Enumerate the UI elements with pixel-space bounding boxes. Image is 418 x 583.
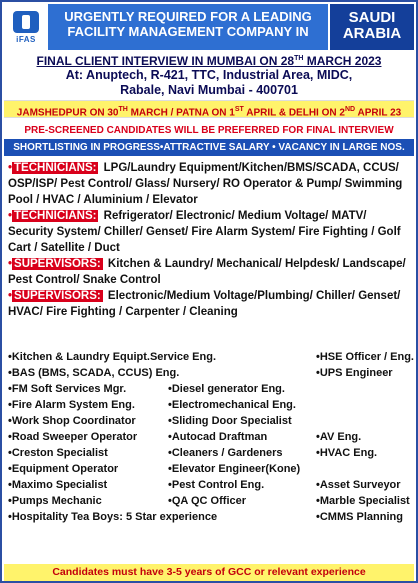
role-item: •UPS Engineer [316, 367, 393, 379]
section-text: Electronic/Medium Voltage/Plumbing/ Chiller/ Genset/ HVAC/ Fire Fighting / Carpenter / Cleaning [8, 290, 401, 318]
interview-line-1: FINAL CLIENT INTERVIEW IN MUMBAI ON 28TH MARCH 2023 [36, 54, 382, 68]
bullet-icon: • [8, 162, 13, 174]
role-item: •Marble Specialist [316, 495, 410, 507]
role-item: •Sliding Door Specialist [168, 415, 292, 427]
role-row [8, 445, 414, 461]
role-item: •Kitchen & Laundry Equipt.Service Eng. [8, 351, 216, 363]
section-tag: SUPERVISORS: [14, 290, 101, 302]
role-item [316, 381, 414, 397]
role-item: •Fire Alarm System Eng. [8, 399, 135, 411]
role-item: •Equipment Operator [8, 463, 119, 475]
interview-line-3: Rabale, Navi Mumbai - 400701 [120, 83, 298, 97]
role-row [8, 461, 414, 477]
header-line-2: FACILITY MANAGEMENT COMPANY IN [67, 24, 309, 39]
role-item: •Elevator Engineer(Kone) [168, 463, 301, 475]
roles-grid [8, 349, 414, 525]
prescreened-notice: PRE-SCREENED CANDIDATES WILL BE PREFERRED FOR FINAL INTERVIEW [24, 125, 394, 136]
role-row [8, 429, 414, 445]
bullet-icon: • [8, 290, 13, 302]
section-text: Kitchen & Laundry/ Mechanical/ Helpdesk/ Landscape/ Pest Control/ Snake Control [8, 258, 406, 286]
header-title [48, 4, 330, 50]
role-row [8, 477, 414, 493]
role-item: •Asset Surveyor [316, 479, 401, 491]
role-row [8, 509, 414, 525]
city-schedule: JAMSHEDPUR ON 30TH MARCH / PATNA ON 1ST APRIL & DELHI ON 2ND APRIL 23 [4, 100, 414, 118]
experience-footer: Candidates must have 3-5 years of GCC or relevant experience [4, 564, 414, 581]
country-line-2: ARABIA [342, 25, 402, 42]
role-item: •Pest Control Eng. [168, 479, 265, 491]
bullet-icon: • [8, 210, 13, 222]
shortlisting-banner: SHORTLISTING IN PROGRESS•ATTRACTIVE SALARY • VACANCY IN LARGE NOS. [4, 139, 414, 156]
section-text: Refrigerator/ Electronic/ Medium Voltage/ MATV/ Security System/ Chiller/ Genset/ Fire Alarm System/ Fire Fighting / Golf Cart / Satellite / Duct [8, 210, 401, 254]
roles-sections [8, 160, 412, 320]
role-row [8, 397, 414, 413]
role-item: •QA QC Officer [168, 495, 247, 507]
bullet-icon: • [8, 258, 13, 270]
section-tag: SUPERVISORS: [14, 258, 101, 270]
header [4, 4, 414, 50]
role-item: •BAS (BMS, SCADA, CCUS) Eng. [8, 367, 180, 379]
role-row [8, 493, 414, 509]
role-row [8, 349, 414, 365]
role-item: •FM Soft Services Mgr. [8, 383, 127, 395]
country-line-1: SAUDI [348, 9, 396, 26]
interview-details [4, 52, 414, 100]
section-tag: TECHNICIANS: [14, 210, 97, 222]
role-item: •Creston Specialist [8, 447, 108, 459]
role-section [8, 160, 412, 208]
role-item: •HVAC Eng. [316, 447, 378, 459]
role-item: •Road Sweeper Operator [8, 431, 138, 443]
header-country [330, 4, 414, 50]
role-item: •Work Shop Coordinator [8, 415, 136, 427]
logo [4, 4, 48, 50]
role-item: •Maximo Specialist [8, 479, 108, 491]
section-text: LPG/Laundry Equipment/Kitchen/BMS/SCADA, CCUS/ OSP/ISP/ Pest Control/ Glass/ Nursery/ RO Operator & Pump/ Swimming Pool / HVAC / Aluminium / Elevator [8, 162, 403, 206]
role-item: •Autocad Draftman [168, 431, 268, 443]
role-row [8, 413, 414, 429]
role-item: •Electromechanical Eng. [168, 399, 296, 411]
role-item: •AV Eng. [316, 431, 362, 443]
role-item [316, 413, 414, 429]
ifas-logo-icon [13, 11, 39, 33]
role-row [8, 365, 414, 381]
logo-text: iFAS [16, 34, 36, 44]
role-item: •Hospitality Tea Boys: 5 Star experience [8, 511, 218, 523]
role-item [316, 397, 414, 413]
role-item: •HSE Officer / Eng. [316, 351, 414, 363]
header-line-1: URGENTLY REQUIRED FOR A LEADING [64, 9, 312, 24]
role-row [8, 381, 414, 397]
role-section [8, 208, 412, 256]
section-tag: TECHNICIANS: [14, 162, 97, 174]
role-item: •Pumps Mechanic [8, 495, 102, 507]
role-item: •Cleaners / Gardeners [168, 447, 283, 459]
interview-line-2: At: Anuptech, R-421, TTC, Industrial Area, MIDC, [65, 68, 353, 82]
role-item: •CMMS Planning [316, 511, 403, 523]
role-section [8, 256, 412, 288]
role-item: •Diesel generator Eng. [168, 383, 285, 395]
role-section [8, 288, 412, 320]
role-item [316, 461, 414, 477]
